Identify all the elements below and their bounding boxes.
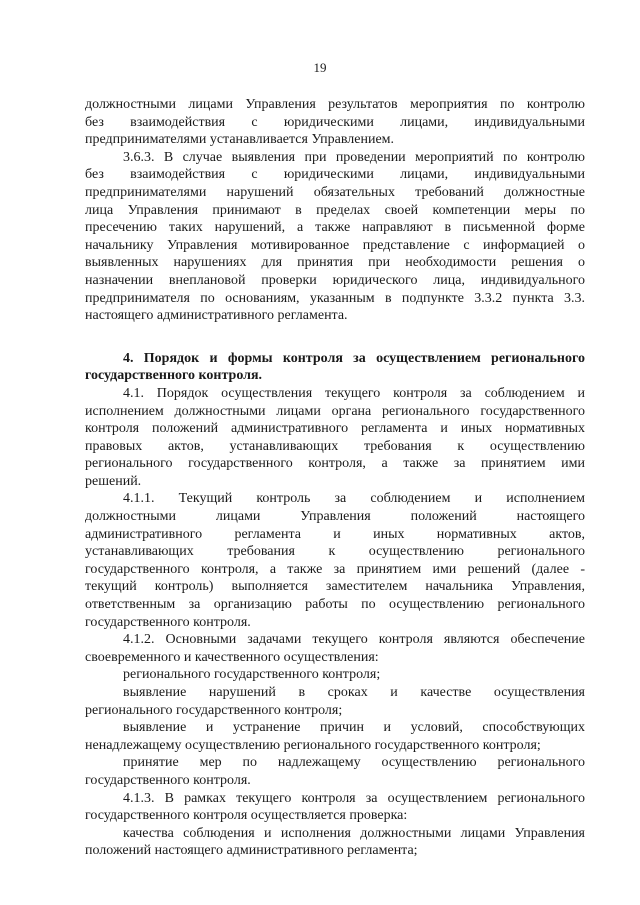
text-line: назначении внеплановой проверки юридического лица, индивидуального [85,272,585,288]
heading-line: государственного контроля. [85,368,263,384]
text-line: регионального государственного контроля, а также за принятием ими [85,456,585,472]
text-line: выявление нарушений в сроках и качестве осуществления [123,685,585,700]
text-line: государственного контроля осуществляется проверка: [85,808,408,824]
text-line: регионального государственного контроля; [85,702,343,718]
text-line: предпринимателями нарушений обязательных требований должностные [85,184,585,200]
text-line: положений настоящего административного регламента; [85,843,418,859]
text-line: предпринимателя по основаниям, указанным в подпункте 3.3.2 пункта 3.3. [85,290,585,306]
paragraph-4-1 [85,385,585,491]
text-line: без взаимодействия с юридическими лицами, индивидуальными [85,114,585,130]
paragraph-4-1-2 [85,631,585,666]
text-line: регионального государственного контроля; [123,667,381,683]
paragraph-continuation [85,96,585,149]
text-line: текущий контроль) выполняется заместителем начальника Управления, [85,579,585,595]
text-line: без взаимодействия с юридическими лицами, индивидуальными [85,167,585,183]
text-line: должностными лицами Управления положений настоящего [85,509,585,525]
heading-line: 4. Порядок и формы контроля за осуществлением регионального [123,350,585,366]
text-line: 3.6.3. В случае выявления при проведении мероприятий по контролю [123,149,585,165]
text-line: государственного контроля, а также за принятием ими решений (далее - [85,561,585,577]
text-line: 4.1.3. В рамках текущего контроля за осуществлением регионального [123,790,585,806]
text-line: настоящего административного регламента. [85,308,348,324]
text-line: принятие мер по надлежащему осуществлению регионального [123,755,585,771]
text-line: лица Управления принимают в пределах своей компетенции меры по [85,202,585,218]
text-line: должностными лицами Управления результатов мероприятия по контролю [85,97,585,112]
text-line: 4.1. Порядок осуществления текущего контроля за соблюдением и [123,385,585,401]
list-item [85,825,585,860]
text-line: административного регламента и иных нормативных актов, [85,526,585,542]
paragraph-3-6-3 [85,149,585,325]
list-item [85,684,585,719]
page-number: 19 [313,60,327,75]
text-line: правовых актов, устанавливающих требования к осуществлению [85,438,585,454]
text-line: 4.1.2. Основными задачами текущего контроля являются обеспечение [123,632,585,648]
text-line: государственного контроля. [85,614,251,630]
text-line: ненадлежащему осуществлению регионального государственного контроля; [85,737,541,753]
text-line: ответственным за организацию работы по осуществлению регионального [85,597,585,613]
list-item [85,754,585,789]
list-item [85,666,585,684]
document-body [85,96,585,860]
text-line: выявленных нарушениях для принятия при необходимости решения о [85,255,585,271]
text-line: начальнику Управления мотивированное представление с информацией о [85,237,585,253]
text-line: государственного контроля. [85,772,251,788]
text-line: выявление и устранение причин и условий, способствующих [123,720,585,736]
text-line: решений. [85,473,142,489]
text-line: предпринимателями устанавливается Управлением. [85,132,395,148]
list-item [85,719,585,754]
text-line: контроля положений административного регламента и иных нормативных [85,421,585,437]
paragraph-4-1-1 [85,490,585,631]
paragraph-4-1-3 [85,790,585,825]
text-line: пресечению таких нарушений, а также направляют в письменной форме [85,220,585,236]
section-heading [85,350,585,385]
text-line: устанавливающих требования к осуществлению регионального [85,544,585,560]
text-line: исполнением должностными лицами органа регионального государственного [85,403,585,419]
text-line: качества соблюдения и исполнения должностными лицами Управления [123,825,585,841]
text-line: своевременного и качественного осуществления: [85,649,379,665]
text-line: 4.1.1. Текущий контроль за соблюдением и исполнением [123,491,585,507]
